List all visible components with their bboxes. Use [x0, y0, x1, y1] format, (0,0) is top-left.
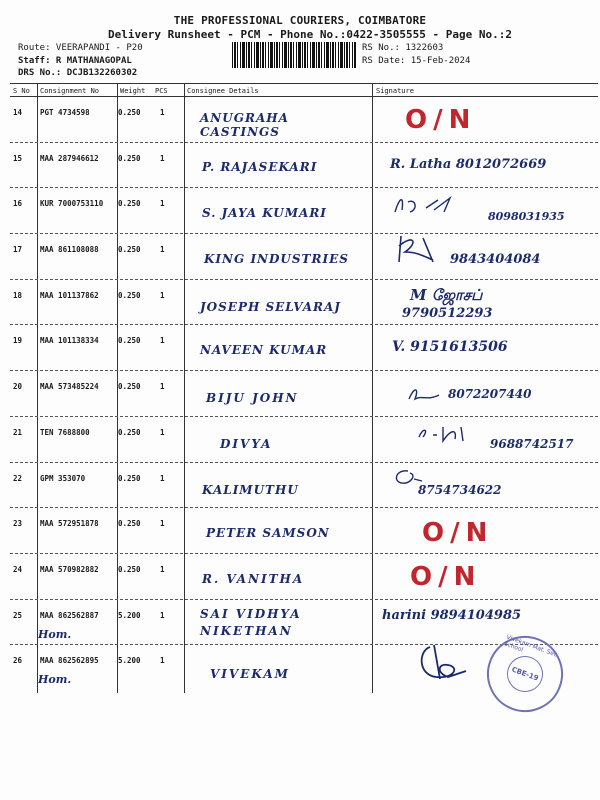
row-sno: 15	[13, 153, 23, 163]
runsheet-table	[10, 83, 598, 691]
row-sno: 21	[13, 427, 23, 437]
row-signature: 9790512293	[402, 305, 493, 321]
table-header	[10, 83, 598, 97]
row-consignee: DIVYA	[220, 436, 273, 451]
row-consignee: P. RAJASEKARI	[202, 159, 318, 174]
row-consignee: NAVEEN KUMAR	[200, 343, 328, 358]
table-row	[10, 234, 598, 280]
signature-scribble	[414, 641, 474, 685]
row-signature: R. Latha 8012072669	[390, 156, 547, 172]
header-pcs: PCS	[155, 87, 168, 95]
row-consignment: MAA 101137862	[40, 290, 99, 300]
header-consignee: Consignee Details	[187, 87, 259, 95]
row-signature: V. 9151613506	[392, 339, 508, 356]
row-pcs: 1	[160, 427, 165, 437]
row-weight: 0.250	[118, 290, 141, 300]
row-sno: 17	[13, 245, 23, 255]
row-pcs: 1	[160, 519, 165, 529]
row-consignee: S. JAYA KUMARI	[202, 206, 327, 221]
stamp-ring-text: Vivekam Mat. Sec. School	[502, 633, 560, 660]
row-weight: 0.250	[118, 108, 141, 117]
row-sno: 22	[13, 473, 23, 483]
row-weight: 0.250	[118, 473, 141, 483]
table-row	[10, 97, 598, 143]
table-row	[10, 280, 598, 326]
meta-right	[362, 42, 470, 67]
row-consignment: MAA 570982882	[40, 564, 99, 574]
signature-scribble	[390, 194, 490, 218]
row-consignment: KUR 7000753110	[40, 199, 104, 209]
row-weight: 0.250	[118, 336, 141, 346]
staff-text: Staff: R MATHANAGOPAL	[18, 55, 132, 66]
row-note: Hom.	[38, 673, 72, 687]
row-weight: 0.250	[118, 382, 141, 392]
row-pcs: 1	[160, 336, 165, 346]
row-note: Hom.	[38, 627, 72, 641]
row-consignee: BIJU JOHN	[206, 391, 299, 406]
table-row	[10, 188, 598, 234]
row-sno: 26	[13, 656, 23, 666]
row-consignee: VIVEKAM	[210, 667, 290, 682]
row-consignment: TEN 7688800	[40, 427, 90, 437]
row-consignee: KALIMUTHU	[202, 482, 299, 497]
table-row	[10, 417, 598, 463]
row-pcs: 1	[160, 382, 165, 392]
signature-scribble	[415, 423, 485, 445]
meta-left	[18, 42, 143, 80]
row-signature: 8072207440	[448, 387, 532, 402]
row-sno: 25	[13, 610, 23, 620]
row-weight: 0.250	[118, 564, 141, 574]
signature-scribble	[405, 385, 445, 405]
row-sno: 16	[13, 199, 23, 209]
signature-name: M ஜோசப்	[410, 285, 483, 304]
row-pcs: 1	[160, 108, 165, 117]
row-consignee: KING INDUSTRIES	[204, 252, 349, 267]
row-consignment: MAA 572951878	[40, 519, 99, 529]
header-sno: S No	[13, 87, 30, 95]
table-row	[10, 325, 598, 371]
row-weight: 0.250	[118, 153, 141, 163]
drs-text: DRS No.: DCJB132260302	[18, 68, 138, 78]
row-pcs: 1	[160, 199, 165, 209]
row-sno: 24	[13, 564, 23, 574]
row-consignment: MAA 862562887	[40, 610, 99, 620]
row-signature: 9843404084	[450, 252, 541, 268]
row-pcs: 1	[160, 153, 165, 163]
row-consignee: PETER SAMSON	[206, 526, 330, 541]
table-row	[10, 463, 598, 509]
row-consignee: R. VANITHA	[202, 571, 305, 586]
row-consignee: ANUGRAHA CASTINGS	[200, 111, 289, 139]
row-pcs: 1	[160, 290, 165, 300]
row-pcs: 1	[160, 564, 165, 574]
row-pcs: 1	[160, 473, 165, 483]
row-consignment: MAA 287946612	[40, 153, 99, 163]
row-pcs: 1	[160, 656, 165, 666]
row-signature: 9688742517	[490, 436, 574, 451]
row-sno: 19	[13, 336, 23, 346]
row-consignment: MAA 862562895	[40, 656, 99, 666]
row-weight: 0.250	[118, 199, 141, 209]
row-consignment: MAA 101138334	[40, 336, 99, 346]
header-signature: Signature	[376, 87, 414, 95]
row-signature: O/N	[410, 561, 482, 592]
document-subtitle: Delivery Runsheet - PCM - Phone No.:0422-3505555 - Page No.:2	[108, 28, 512, 41]
row-consignment: MAA 861108088	[40, 245, 99, 255]
table-row	[10, 143, 598, 189]
row-weight: 0.250	[118, 519, 141, 529]
stamp-center-text: CBE-19	[502, 651, 548, 697]
row-sno: 14	[13, 108, 23, 117]
barcode	[232, 42, 356, 68]
row-weight: 0.250	[118, 427, 141, 437]
row-consignment: GPM 353070	[40, 473, 86, 483]
signature-scribble	[393, 232, 453, 268]
row-weight: 5.200	[118, 610, 141, 620]
row-consignee: JOSEPH SELVARAJ	[200, 299, 341, 314]
row-consignment: PGT 4734598	[40, 108, 90, 117]
row-signature: 8754734622	[418, 482, 502, 497]
route-text: Route: VEERAPANDI - P20	[18, 43, 143, 53]
row-consignment: MAA 573485224	[40, 382, 99, 392]
document-title: THE PROFESSIONAL COURIERS, COIMBATORE	[173, 14, 427, 27]
row-signature: O/N	[422, 518, 494, 549]
row-pcs: 1	[160, 610, 165, 620]
header-consignment: Consignment No	[40, 87, 100, 95]
table-row	[10, 371, 598, 417]
row-pcs: 1	[160, 245, 165, 255]
row-sno: 23	[13, 519, 23, 529]
row-signature: O/N	[405, 105, 477, 135]
row-sno: 18	[13, 290, 23, 300]
table-row	[10, 554, 598, 600]
rs-number: RS No.: 1322603	[362, 43, 444, 53]
rs-date: RS Date: 15-Feb-2024	[362, 55, 471, 66]
header-weight: Weight	[120, 87, 146, 95]
table-row	[10, 508, 598, 554]
row-weight: 5.200	[118, 656, 141, 666]
row-weight: 0.250	[118, 245, 141, 255]
row-consignee: SAI VIDHYA NIKETHAN	[200, 606, 302, 638]
row-signature: harini 9894104985	[382, 607, 522, 623]
row-sno: 20	[13, 382, 23, 392]
row-signature: 8098031935	[488, 210, 565, 224]
